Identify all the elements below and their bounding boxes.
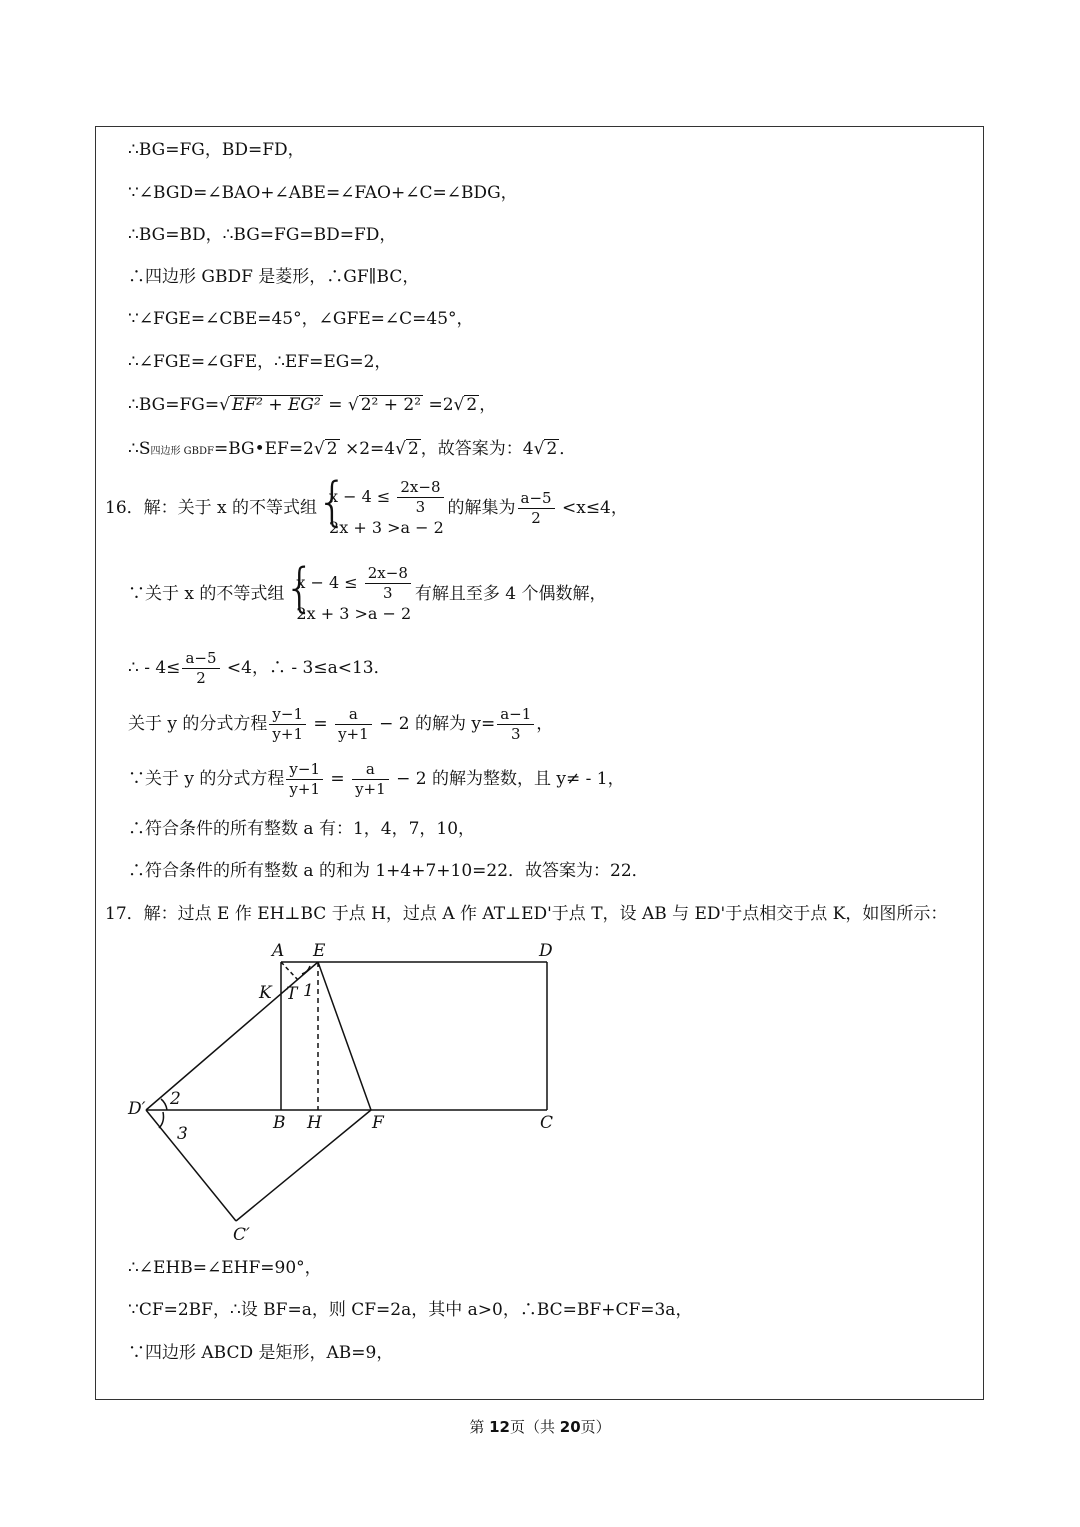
text: <4，∴ - 3≤a<13． (221, 658, 391, 678)
text: ，故答案为：4 (420, 439, 534, 459)
label-3: 3 (177, 1124, 188, 1144)
brace: { (317, 471, 348, 533)
footer-text: 页） (580, 1418, 611, 1436)
label-T: T (286, 984, 298, 1004)
label-D: D (539, 941, 553, 961)
text: 的解为整数，且 y≠ - 1， (426, 769, 625, 789)
text: 16．解：关于 x 的不等式组 (105, 498, 318, 518)
text: =2 (423, 395, 454, 415)
denominator: y+1 (289, 780, 321, 798)
subscript: 四边形 GBDF (150, 446, 214, 457)
denominator: 2 (196, 669, 206, 687)
page-footer (0, 1416, 1080, 1437)
text: = (308, 714, 334, 734)
text: = (322, 395, 348, 415)
angle-1-arc (302, 966, 310, 974)
numerator: 2x−8 (397, 478, 443, 498)
angle-2-arc (161, 1099, 167, 1110)
label-Dprime: D′ (128, 1099, 146, 1119)
denominator: 3 (510, 725, 521, 743)
numerator: y−1 (286, 760, 323, 780)
row-2: 2x + 3 >a − 2 (296, 604, 412, 623)
line-6: ∴∠FGE=∠GFE，∴EF=EG=2， (128, 352, 392, 372)
q17-line-2: ∴∠EHB=∠EHF=90°， (128, 1258, 322, 1278)
denominator: 2 (531, 509, 541, 527)
edge-CpF (236, 1110, 371, 1221)
text: ∴ - 4≤ (128, 658, 181, 678)
sqrt-3: 2 (466, 395, 478, 415)
q17-line-3: ∵CF=2BF，∴设 BF=a，则 CF=2a，其中 a>0，∴BC=BF+CF=3a， (128, 1300, 693, 1320)
line-1: ∴BG=FG，BD=FD， (128, 140, 305, 160)
sqrt: 2 (407, 439, 419, 459)
text: 关于 y 的分式方程 (128, 714, 268, 734)
text: − 2 (373, 714, 410, 734)
text: − 2 (390, 769, 427, 789)
sqrt: 2 (546, 439, 558, 459)
numerator: a−5 (182, 649, 219, 669)
edge-AT (281, 962, 298, 980)
line-7: ∴BG=FG=√ EF² + EG² = √ 2² + 2² =2√ 2 ， (128, 395, 497, 415)
text: ∴BG=FG= (128, 395, 220, 415)
label-F: F (372, 1113, 384, 1133)
edge-EF (318, 962, 371, 1110)
label-B: B (273, 1113, 286, 1133)
text: 的解为 y= (409, 714, 496, 734)
numerator: a (335, 705, 372, 725)
numerator: 2x−8 (365, 564, 411, 584)
numerator: a−5 (518, 489, 555, 509)
page-number: 12 (489, 1418, 510, 1436)
text: ， (479, 395, 497, 415)
label-E: E (313, 941, 326, 961)
q17-line-4: ∵四边形 ABCD 是矩形，AB=9， (128, 1343, 394, 1363)
line-8: ∴S四边形 GBDF=BG•EF=2√ 2 ×2=4√ 2 ，故答案为：4√ 2 ． (128, 439, 577, 459)
angle-3-arc (159, 1112, 164, 1128)
text: 有解且至多 4 个偶数解， (414, 584, 607, 604)
text: <x≤4， (556, 498, 628, 518)
text: x − 4 ≤ (296, 573, 363, 592)
page-total: 20 (559, 1418, 581, 1436)
numerator: a (352, 760, 389, 780)
label-A: A (272, 941, 285, 961)
label-Cprime: C′ (233, 1225, 250, 1245)
label-2: 2 (170, 1089, 181, 1109)
line-3: ∴BG=BD，∴BG=FG=BD=FD， (128, 225, 397, 245)
label-H: H (307, 1113, 322, 1133)
text: ∴S (128, 439, 151, 459)
sqrt-2: 2² + 2² (360, 395, 422, 415)
denominator: y+1 (338, 725, 369, 743)
footer-text: 第 (469, 1418, 490, 1436)
denominator: y+1 (272, 725, 304, 743)
text: ， (536, 714, 554, 734)
label-K: K (259, 983, 272, 1003)
footer-text: 页（共 (509, 1418, 560, 1436)
q16-line-6: ∴符合条件的所有整数 a 有：1，4，7，10， (128, 819, 476, 839)
q16-line-7: ∴符合条件的所有整数 a 的和为 1+4+7+10=22．故答案为：22． (128, 861, 649, 881)
label-C: C (540, 1113, 554, 1133)
line-2: ∵∠BGD=∠BAO+∠ABE=∠FAO+∠C=∠BDG， (128, 183, 518, 203)
denominator: 3 (383, 584, 393, 602)
text: = (325, 769, 351, 789)
denominator: y+1 (355, 780, 386, 798)
q17-line-1: 17．解：过点 E 作 EH⊥BC 于点 H，过点 A 作 AT⊥ED'于点 T，设 AB 与 ED'于点相交于点 K，如图所示： (105, 904, 948, 924)
line-4: ∴四边形 GBDF 是菱形，∴GF∥BC， (128, 267, 420, 287)
label-1: 1 (303, 981, 314, 1001)
text: ∵关于 y 的分式方程 (128, 769, 285, 789)
sqrt: 2 (326, 439, 338, 459)
text: ． (559, 439, 577, 459)
line-5: ∵∠FGE=∠CBE=45°，∠GFE=∠C=45°， (128, 309, 474, 329)
sqrt-1: EF² + EG² (231, 395, 321, 415)
brace: { (284, 557, 315, 619)
text: 的解集为 (447, 498, 516, 518)
text: =BG•EF=2 (213, 439, 314, 459)
numerator: y−1 (269, 705, 306, 725)
text: x − 4 ≤ (329, 487, 396, 506)
row-2: 2x + 3 >a − 2 (329, 518, 444, 537)
numerator: a−1 (497, 705, 534, 725)
text: ∵关于 x 的不等式组 (128, 584, 285, 604)
text: ×2=4 (339, 439, 396, 459)
denominator: 3 (415, 498, 426, 516)
